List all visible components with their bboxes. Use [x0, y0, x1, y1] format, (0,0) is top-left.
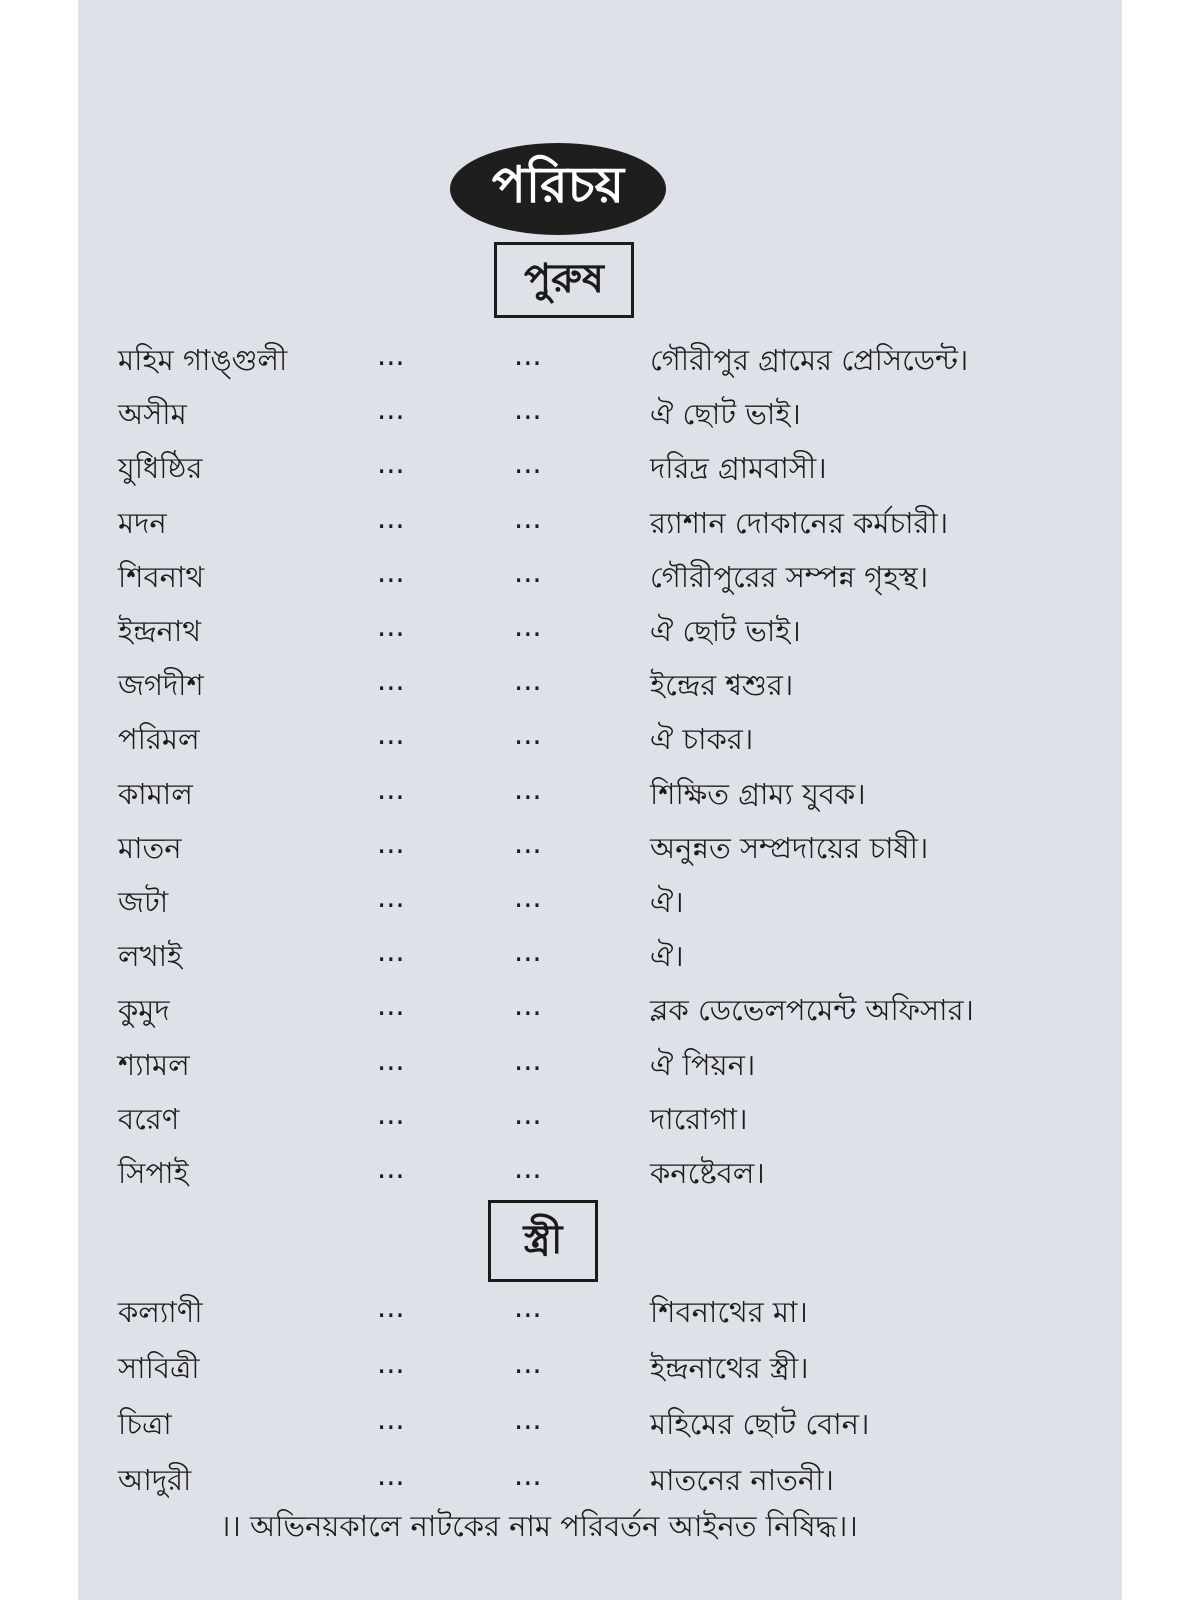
cast-row	[0, 547, 1200, 601]
cast-description: গৌরীপুর গ্রামের প্রেসিডেন্ট।	[650, 343, 969, 377]
leader-dots: ...	[377, 446, 405, 481]
leader-dots: ...	[514, 338, 542, 372]
leader-dots: ...	[377, 663, 405, 698]
cast-name: জগদীশ	[118, 668, 204, 703]
leader-dots: ...	[514, 988, 542, 1023]
leader-dots: ...	[377, 880, 405, 914]
cast-row	[0, 493, 1200, 547]
cast-row	[0, 818, 1200, 872]
leader-dots: ...	[514, 771, 542, 806]
cast-description: র‍্যাশান দোকানের কর্মচারী।	[650, 505, 949, 540]
cast-name: ইন্দ্রনাথ	[118, 614, 202, 648]
cast-name: শিবনাথ	[118, 559, 205, 594]
cast-row	[0, 438, 1200, 492]
leader-dots: ...	[514, 934, 542, 969]
cast-description: ইন্দ্রের শ্বশুর।	[650, 668, 794, 703]
leader-dots: ...	[377, 1151, 405, 1185]
leader-dots: ...	[377, 771, 405, 806]
cast-description: ঐ ছোট ভাই।	[650, 397, 801, 432]
cast-description: ঐ।	[650, 939, 684, 974]
cast-description: শিক্ষিত গ্রাম্য যুবক।	[650, 776, 866, 811]
leader-dots: ...	[514, 717, 542, 752]
leader-dots: ...	[377, 609, 405, 643]
leader-dots: ...	[514, 1290, 542, 1324]
cast-row	[0, 764, 1200, 818]
cast-row	[0, 655, 1200, 709]
leader-dots: ...	[514, 880, 542, 914]
leader-dots: ...	[514, 663, 542, 698]
leader-dots: ...	[514, 500, 542, 535]
cast-name: অসীম	[118, 397, 187, 432]
cast-row	[0, 1089, 1200, 1143]
cast-name: বরেণ	[118, 1101, 180, 1136]
cast-row	[0, 384, 1200, 438]
cast-name: পরিমল	[118, 722, 200, 757]
footer-notice: ।। অভিনয়কালে নাটকের নাম পরিবর্তন আইনত নিষিদ্ধ।।	[220, 1509, 858, 1543]
cast-row	[0, 1035, 1200, 1089]
cast-row	[0, 330, 1200, 384]
cast-name: মদন	[118, 505, 167, 540]
cast-row	[0, 1143, 1200, 1197]
leader-dots: ...	[514, 446, 542, 481]
cast-name: শ্যামল	[118, 1047, 190, 1082]
cast-row	[0, 1338, 1200, 1392]
leader-dots: ...	[377, 1290, 405, 1324]
cast-name: সাবিত্রী	[118, 1351, 200, 1385]
leader-dots: ...	[377, 1096, 405, 1131]
leader-dots: ...	[514, 1042, 542, 1077]
cast-description: শিবনাথের মা।	[650, 1295, 808, 1329]
cast-description: গৌরীপুরের সম্পন্ন গৃহস্থ।	[650, 559, 929, 594]
leader-dots: ...	[514, 1151, 542, 1185]
cast-name: কুমুদ	[118, 993, 170, 1028]
leader-dots: ...	[514, 1096, 542, 1131]
leader-dots: ...	[377, 554, 405, 589]
cast-name: চিত্রা	[118, 1407, 172, 1441]
cast-description: ইন্দ্রনাথের স্ত্রী।	[650, 1351, 809, 1385]
leader-dots: ...	[514, 609, 542, 643]
cast-name: লখাই	[118, 939, 183, 974]
leader-dots: ...	[377, 1458, 405, 1492]
cast-description: ঐ চাকর।	[650, 722, 754, 757]
leader-dots: ...	[514, 825, 542, 860]
cast-name: জটা	[118, 885, 169, 919]
leader-dots: ...	[377, 500, 405, 535]
leader-dots: ...	[514, 392, 542, 427]
leader-dots: ...	[377, 1346, 405, 1380]
cast-row	[0, 926, 1200, 980]
cast-row	[0, 1282, 1200, 1336]
cast-name: কামাল	[118, 776, 193, 811]
cast-row	[0, 1450, 1200, 1504]
cast-name: কল্যাণী	[118, 1295, 203, 1329]
cast-description: কনষ্টেবল।	[650, 1156, 765, 1190]
leader-dots: ...	[377, 988, 405, 1023]
cast-row	[0, 1394, 1200, 1448]
leader-dots: ...	[377, 934, 405, 969]
section-heading-male: পুরুষ	[494, 242, 634, 318]
page-title: পরিচয়	[450, 143, 666, 235]
leader-dots: ...	[377, 392, 405, 427]
cast-description: দরিদ্র গ্রামবাসী।	[650, 451, 827, 486]
cast-description: মাতনের নাতনী।	[650, 1463, 834, 1497]
leader-dots: ...	[377, 825, 405, 860]
cast-name: যুধিষ্ঠির	[118, 451, 203, 486]
cast-name: মহিম গাঙ্গুলী	[118, 343, 288, 377]
cast-row	[0, 980, 1200, 1034]
leader-dots: ...	[514, 1402, 542, 1436]
cast-description: ঐ পিয়ন।	[650, 1047, 756, 1082]
leader-dots: ...	[377, 338, 405, 372]
leader-dots: ...	[514, 1346, 542, 1380]
cast-name: সিপাই	[118, 1156, 189, 1190]
cast-name: আদুরী	[118, 1463, 192, 1497]
cast-description: অনুন্নত সম্প্রদায়ের চাষী।	[650, 830, 929, 865]
cast-name: মাতন	[118, 830, 182, 865]
cast-description: মহিমের ছোট বোন।	[650, 1407, 870, 1441]
cast-description: ঐ ছোট ভাই।	[650, 614, 801, 648]
cast-row	[0, 709, 1200, 763]
cast-description: দারোগা।	[650, 1101, 748, 1136]
cast-row	[0, 601, 1200, 655]
cast-description: ঐ।	[650, 885, 684, 919]
section-heading-female: স্ত্রী	[488, 1200, 598, 1282]
leader-dots: ...	[514, 554, 542, 589]
leader-dots: ...	[377, 717, 405, 752]
leader-dots: ...	[377, 1042, 405, 1077]
cast-description: ব্লক ডেভেলপমেন্ট অফিসার।	[650, 993, 974, 1028]
cast-row	[0, 872, 1200, 926]
leader-dots: ...	[377, 1402, 405, 1436]
leader-dots: ...	[514, 1458, 542, 1492]
